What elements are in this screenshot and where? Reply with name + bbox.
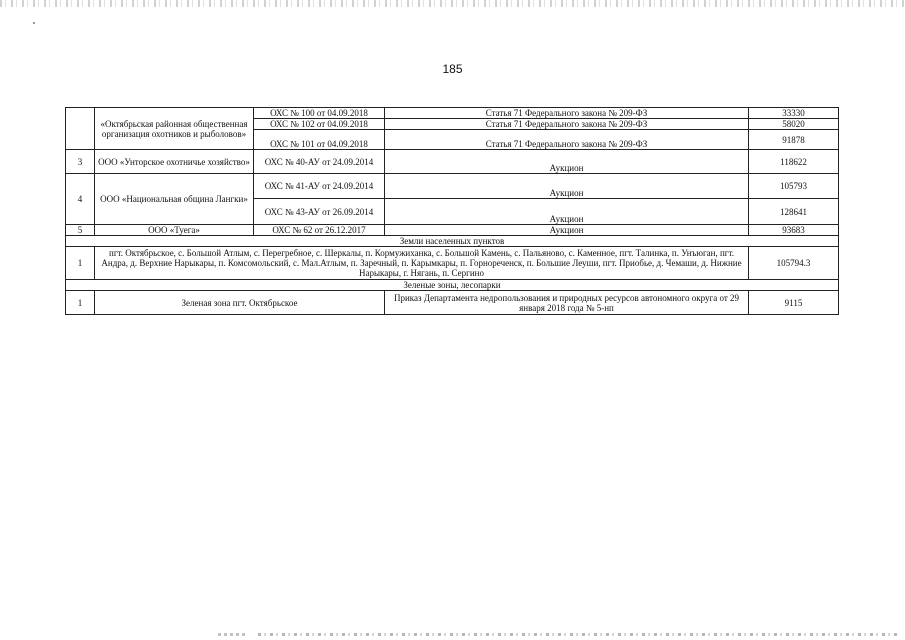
basis-cell: Статья 71 Федерального закона № 209-ФЗ	[385, 108, 749, 119]
row-number-cell: 5	[66, 225, 95, 236]
table-row	[66, 174, 839, 199]
area-cell: 33330	[749, 108, 839, 119]
contract-cell: ОХС № 102 от 04.09.2018	[254, 119, 385, 130]
organization-name-cell: ООО «Унторское охотничье хозяйство»	[95, 150, 254, 174]
scan-noise-top	[0, 0, 905, 7]
table-row	[66, 291, 839, 315]
basis-cell: Аукцион	[385, 199, 749, 225]
organization-name-cell: ООО «Туега»	[95, 225, 254, 236]
basis-cell: Статья 71 Федерального закона № 209-ФЗ	[385, 130, 749, 150]
area-cell: 105794.3	[749, 247, 839, 280]
table-row	[66, 225, 839, 236]
land-use-table	[65, 107, 839, 315]
organization-name-cell: «Октябрьская районная общественная организация охотников и рыболовов»	[95, 108, 254, 150]
contract-cell: ОХС № 62 от 26.12.2017	[254, 225, 385, 236]
row-number-cell: 3	[66, 150, 95, 174]
contract-cell: ОХС № 100 от 04.09.2018	[254, 108, 385, 119]
area-cell: 118622	[749, 150, 839, 174]
table-row	[66, 150, 839, 174]
settlements-list-cell: пгт. Октябрьское, с. Большой Атлым, с. Перегребное, с. Шеркалы, п. Кормужиханка, с. Большой Камень, с. Пальяново, с. Каменное, пгт. Талинка, п. Унъюган, пгт. Андра, д. Верхние Нарыкары, п. Комсомольский, с. Мал.Атлым, п. Заречный, п. Карымкары, п. Горнореченск, п. Большие Леуши, пгт. Приобье, д. Чемаши, д. Нижние Нарыкары, г. Нягань, п. Сергино	[95, 247, 749, 280]
table-row	[66, 247, 839, 280]
row-number-cell: 1	[66, 291, 95, 315]
area-cell: 128641	[749, 199, 839, 225]
area-cell: 91878	[749, 130, 839, 150]
area-cell: 58020	[749, 119, 839, 130]
area-cell: 105793	[749, 174, 839, 199]
area-cell: 93683	[749, 225, 839, 236]
row-number-cell: 1	[66, 247, 95, 280]
scan-noise-bottom-left	[218, 633, 248, 636]
section-header-row	[66, 280, 839, 291]
basis-cell: Аукцион	[385, 150, 749, 174]
green-zone-name-cell: Зеленая зона пгт. Октябрьское	[95, 291, 385, 315]
basis-cell: Статья 71 Федерального закона № 209-ФЗ	[385, 119, 749, 130]
basis-cell: Аукцион	[385, 174, 749, 199]
page-number: 185	[442, 62, 463, 76]
row-number-cell	[66, 108, 95, 150]
scan-speck	[33, 22, 35, 24]
basis-cell: Приказ Департамента недропользования и природных ресурсов автономного округа от 29 января 2018 года № 5-нп	[385, 291, 749, 315]
section-title: Зеленые зоны, лесопарки	[66, 280, 839, 291]
basis-cell: Аукцион	[385, 225, 749, 236]
organization-name-cell: ООО «Национальная община Лангки»	[95, 174, 254, 225]
contract-cell: ОХС № 43-АУ от 26.09.2014	[254, 199, 385, 225]
area-cell: 9115	[749, 291, 839, 315]
contract-cell: ОХС № 41-АУ от 24.09.2014	[254, 174, 385, 199]
table-row	[66, 108, 839, 119]
section-header-row	[66, 236, 839, 247]
contract-cell: ОХС № 40-АУ от 24.09.2014	[254, 150, 385, 174]
scan-noise-bottom	[258, 633, 898, 636]
section-title: Земли населенных пунктов	[66, 236, 839, 247]
contract-cell: ОХС № 101 от 04.09.2018	[254, 130, 385, 150]
row-number-cell: 4	[66, 174, 95, 225]
